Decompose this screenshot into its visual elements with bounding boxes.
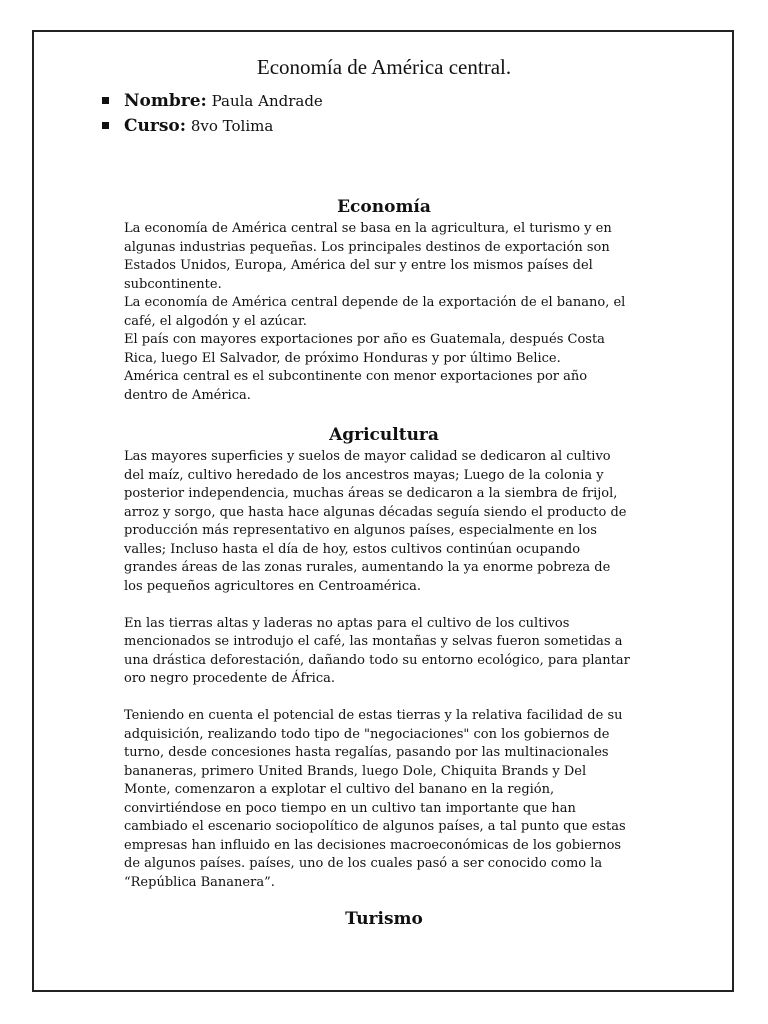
text-line: arroz y sorgo, que hasta hace algunas décadas seguía siendo el producto de xyxy=(124,504,627,520)
text-line: bananeras, primero United Brands, luego Dole, Chiquita Brands y Del xyxy=(124,763,587,779)
info-label: Curso: xyxy=(124,116,187,136)
text-line: una drástica deforestación, dañando todo su entorno ecológico, para plantar xyxy=(124,652,630,668)
text-line: Teniendo en cuenta el potencial de estas tierras y la relativa facilidad de su xyxy=(124,708,623,723)
info-label: Nombre: xyxy=(124,91,207,111)
text-line: La economía de América central se basa en la agricultura, el turismo y en xyxy=(124,221,612,236)
text-line: oro negro procedente de África. xyxy=(124,671,335,686)
info-item-nombre xyxy=(102,89,323,114)
text-line: Monte, comenzaron a explotar el cultivo del banano en la región, xyxy=(124,782,555,797)
text-line: de algunos países. países, uno de los cuales pasó a ser conocido como la xyxy=(124,856,603,871)
info-item-curso xyxy=(102,114,323,139)
text-line: “República Bananera”. xyxy=(124,874,275,890)
text-line: Estados Unidos, Europa, América del sur y entre los mismos países del xyxy=(124,258,593,273)
section-body-agricultura xyxy=(124,448,634,892)
text-line: algunas industrias pequeñas. Los principales destinos de exportación son xyxy=(124,239,610,255)
text-line: posterior independencia, muchas áreas se dedicaron a la siembra de frijol, xyxy=(124,486,618,501)
text-line: del maíz, cultivo heredado de los ancestros mayas; Luego de la colonia y xyxy=(124,467,604,483)
section-heading-economia: Economía xyxy=(337,197,431,217)
document-title: Economía de América central. xyxy=(256,55,512,79)
text-line: La economía de América central depende de la exportación de el banano, el xyxy=(124,295,626,310)
info-value: 8vo Tolima xyxy=(190,117,274,135)
text-line: empresas han influido en las decisiones macroeconómicas de los gobiernos xyxy=(124,837,622,853)
text-line: café, el algodón y el azúcar. xyxy=(124,313,307,329)
text-line: Las mayores superficies y suelos de mayor calidad se dedicaron al cultivo xyxy=(124,449,611,464)
text-line: En las tierras altas y laderas no aptas para el cultivo de los cultivos xyxy=(124,615,570,631)
paragraph-gap xyxy=(124,689,634,708)
section-heading-agricultura: Agricultura xyxy=(329,425,439,445)
square-bullet-icon xyxy=(102,122,109,129)
square-bullet-icon xyxy=(102,97,109,104)
text-line: adquisición, realizando todo tipo de "negociaciones" con los gobiernos de xyxy=(124,726,610,742)
text-line: mencionados se introdujo el café, las montañas y selvas fueron sometidas a xyxy=(124,634,623,649)
text-line: producción más representativo en algunos países, especialmente en los xyxy=(124,523,597,538)
section-heading-turismo: Turismo xyxy=(345,909,423,929)
text-line: valles; Incluso hasta el día de hoy, estos cultivos continúan ocupando xyxy=(124,541,581,557)
section-body-economia xyxy=(124,220,634,405)
paragraph-gap xyxy=(124,596,634,615)
text-line: convirtiéndose en poco tiempo en un cultivo tan importante que han xyxy=(124,800,576,816)
text-line: los pequeños agricultores en Centroamérica. xyxy=(124,578,421,594)
text-line: América central es el subcontinente con menor exportaciones por año xyxy=(124,369,588,384)
text-line: turno, desde concesiones hasta regalías, pasando por las multinacionales xyxy=(124,745,609,760)
text-line: Rica, luego El Salvador, de próximo Honduras y por último Belice. xyxy=(124,350,561,366)
text-line: subcontinente. xyxy=(124,276,222,292)
text-line: dentro de América. xyxy=(124,387,251,403)
info-value: Paula Andrade xyxy=(211,92,323,110)
text-line: cambiado el escenario sociopolítico de algunos países, a tal punto que estas xyxy=(124,819,626,834)
text-line: El país con mayores exportaciones por año es Guatemala, después Costa xyxy=(124,332,605,347)
text-line: grandes áreas de las zonas rurales, aumentando la ya enorme pobreza de xyxy=(124,560,611,575)
student-info-list xyxy=(102,89,323,139)
